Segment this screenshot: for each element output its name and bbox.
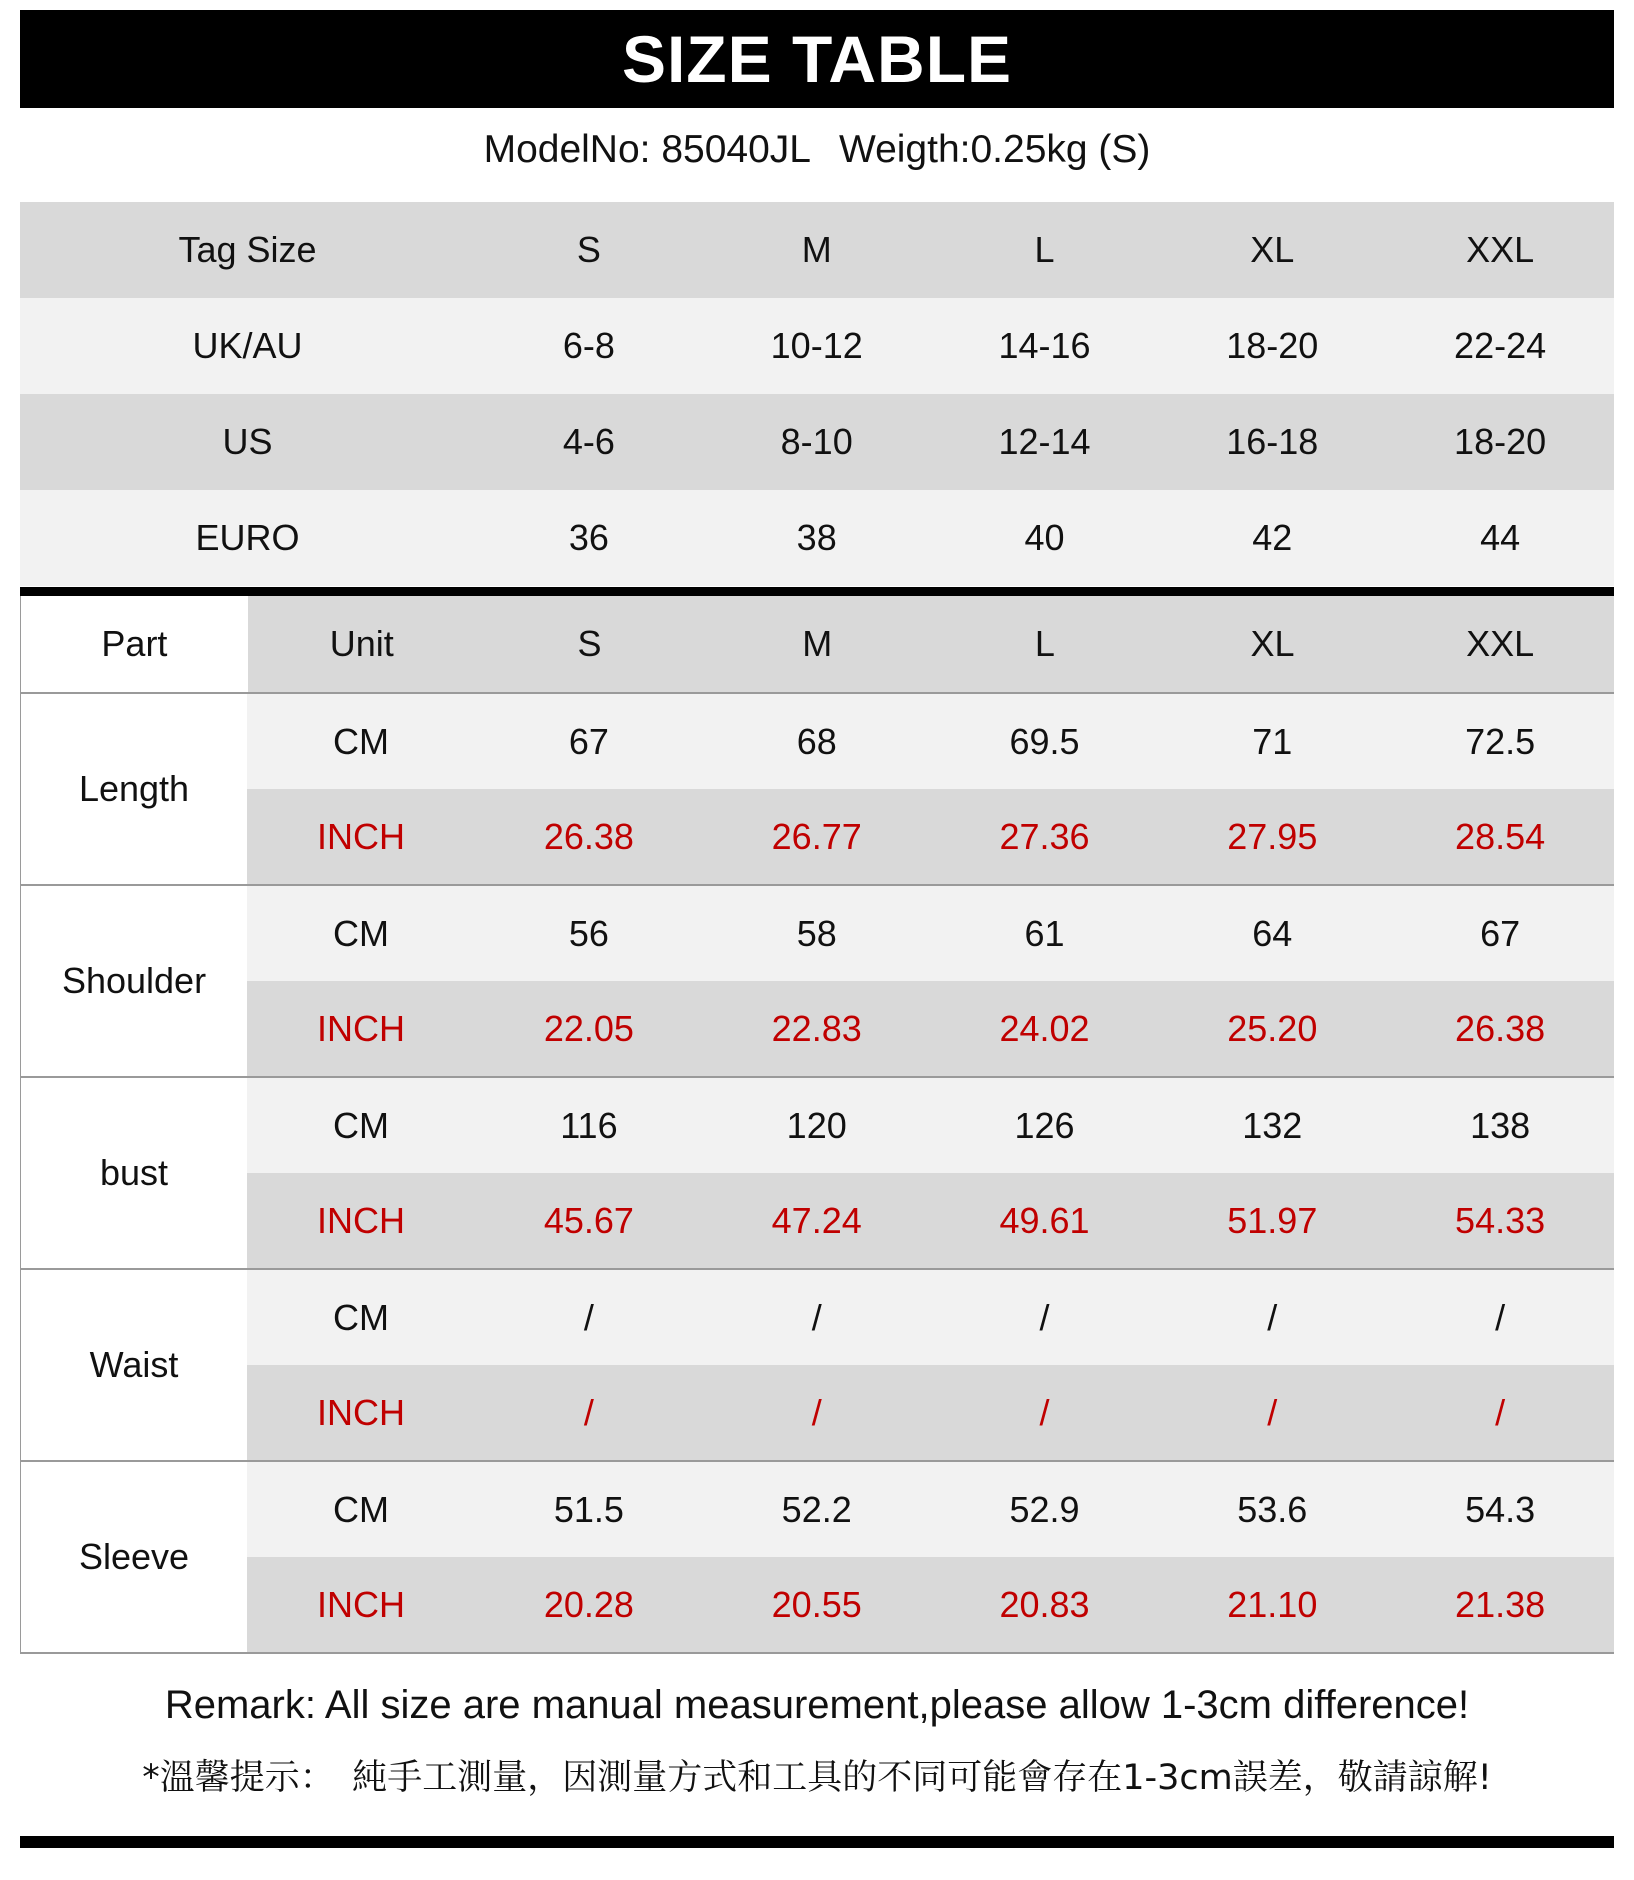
measurement-cell: 52.2 [781,1488,852,1530]
measurement-cell: 20.55 [771,1583,862,1625]
size-row-tag [20,202,1614,298]
cm-row [247,1078,1614,1173]
measurement-cell: 47.24 [771,1199,862,1241]
remark-text-chinese: *溫馨提示： 純手工測量，因測量方式和工具的不同可能會存在1-3cm誤差，敬請諒解! [142,1758,1492,1798]
measurement-cell: 53.6 [1237,1488,1308,1530]
size-header: XL [1250,623,1295,664]
size-cell: L [1034,229,1055,270]
measurement-cell: 120 [786,1104,847,1146]
size-cell: 8-10 [780,421,853,462]
measurement-cell: 71 [1252,720,1293,762]
size-row-us [20,394,1614,490]
measurement-cell: 22.83 [771,1007,862,1049]
measurement-cell: / [811,1296,822,1338]
measurement-table [20,596,1614,1654]
measurement-cell: / [1039,1391,1050,1433]
cm-row [247,694,1614,789]
unit-label: CM [333,912,390,954]
size-cell: 36 [568,517,609,558]
size-cell: 16-18 [1226,421,1319,462]
measurement-cell: / [1267,1296,1278,1338]
part-label: Shoulder [20,886,247,1076]
table-divider [20,587,1614,596]
measurement-cell: / [811,1391,822,1433]
measurement-cell: / [1495,1391,1506,1433]
measurement-cell: 26.38 [543,815,634,857]
size-cell: M [801,229,832,270]
size-header: XXL [1466,623,1535,664]
size-cell: 4-6 [562,421,615,462]
size-cell: S [576,229,601,270]
measurement-cell: 68 [796,720,837,762]
size-cell: XL [1250,229,1295,270]
inch-row [247,981,1614,1076]
measurement-cell: 25.20 [1227,1007,1318,1049]
part-label: Sleeve [20,1462,247,1652]
remark-text: Remark: All size are manual measurement,please allow 1-3cm difference! [164,1683,1470,1727]
unit-label: INCH [317,1199,406,1241]
measurement-cell: 26.38 [1455,1007,1546,1049]
bottom-bar [20,1836,1614,1848]
cm-row [247,1462,1614,1557]
measurement-cell: / [1267,1391,1278,1433]
inch-row [247,789,1614,884]
unit-header: Unit [329,623,394,664]
measurement-cell: 20.83 [999,1583,1090,1625]
measurement-cell: 58 [796,912,837,954]
measurement-cell: 27.36 [999,815,1090,857]
part-label: bust [20,1078,247,1268]
page-title: SIZE TABLE [20,10,1614,108]
measurement-cell: 22.05 [543,1007,634,1049]
size-cell: 38 [796,517,837,558]
row-label: US [222,421,273,462]
measurement-group-waist [20,1270,1614,1462]
measurement-cell: 61 [1024,912,1065,954]
measurement-cell: 45.67 [543,1199,634,1241]
row-label: EURO [195,517,300,558]
size-header: S [577,623,602,664]
measurement-cell: 56 [568,912,609,954]
measurement-cell: 54.33 [1455,1199,1546,1241]
cm-row [247,886,1614,981]
measurement-group-length [20,694,1614,886]
measurement-cell: 51.97 [1227,1199,1318,1241]
measurement-group-bust [20,1078,1614,1270]
inch-row [247,1365,1614,1460]
measurement-cell: / [1495,1296,1506,1338]
unit-label: INCH [317,1583,406,1625]
model-number: ModelNo: 85040JL [483,128,811,171]
measurement-cell: 52.9 [1009,1488,1080,1530]
measurement-cell: 49.61 [999,1199,1090,1241]
unit-label: CM [333,1296,390,1338]
measurement-cell: 51.5 [553,1488,624,1530]
measurement-cell: 21.38 [1455,1583,1546,1625]
measurement-header-row [20,596,1614,694]
measurement-cell: 67 [568,720,609,762]
size-cell: 42 [1252,517,1293,558]
row-label: UK/AU [192,325,303,366]
cm-row [247,1270,1614,1365]
measurement-cell: 132 [1242,1104,1303,1146]
unit-label: CM [333,1104,390,1146]
size-cell: 18-20 [1226,325,1319,366]
measurement-cell: 138 [1470,1104,1531,1146]
size-cell: 18-20 [1454,421,1547,462]
part-header: Part [20,596,248,692]
measurement-cell: 26.77 [771,815,862,857]
size-cell: 40 [1024,517,1065,558]
weight-info: Weigth:0.25kg (S) [838,128,1151,171]
size-cell: XXL [1466,229,1535,270]
size-row-euro [20,490,1614,586]
measurement-cell: 64 [1252,912,1293,954]
measurement-cell: 116 [560,1104,618,1146]
size-conversion-table [20,202,1614,586]
size-header: M [802,623,833,664]
size-cell: 44 [1480,517,1521,558]
size-cell: 14-16 [998,325,1091,366]
size-cell: 10-12 [770,325,863,366]
measurement-cell: 69.5 [1009,720,1080,762]
unit-label: CM [333,720,390,762]
measurement-cell: / [583,1296,594,1338]
measurement-cell: 72.5 [1465,720,1536,762]
measurement-cell: / [583,1391,594,1433]
model-info [0,118,1634,182]
measurement-group-shoulder [20,886,1614,1078]
size-header: L [1034,623,1055,664]
size-row-ukau [20,298,1614,394]
unit-label: CM [333,1488,390,1530]
size-cell: 12-14 [998,421,1091,462]
measurement-cell: 54.3 [1465,1488,1536,1530]
measurement-cell: 27.95 [1227,815,1318,857]
measurement-cell: 24.02 [999,1007,1090,1049]
unit-label: INCH [317,1391,406,1433]
measurement-cell: 28.54 [1455,815,1546,857]
unit-label: INCH [317,815,406,857]
measurement-cell: 126 [1014,1104,1075,1146]
inch-row [247,1557,1614,1652]
size-cell: 22-24 [1454,325,1547,366]
part-label: Waist [20,1270,247,1460]
row-label: Tag Size [178,229,317,270]
measurement-cell: / [1039,1296,1050,1338]
measurement-cell: 67 [1480,912,1521,954]
inch-row [247,1173,1614,1268]
unit-label: INCH [317,1007,406,1049]
size-cell: 6-8 [562,325,615,366]
measurement-cell: 20.28 [543,1583,634,1625]
part-label: Length [20,694,247,884]
measurement-cell: 21.10 [1227,1583,1318,1625]
measurement-group-sleeve [20,1462,1614,1654]
